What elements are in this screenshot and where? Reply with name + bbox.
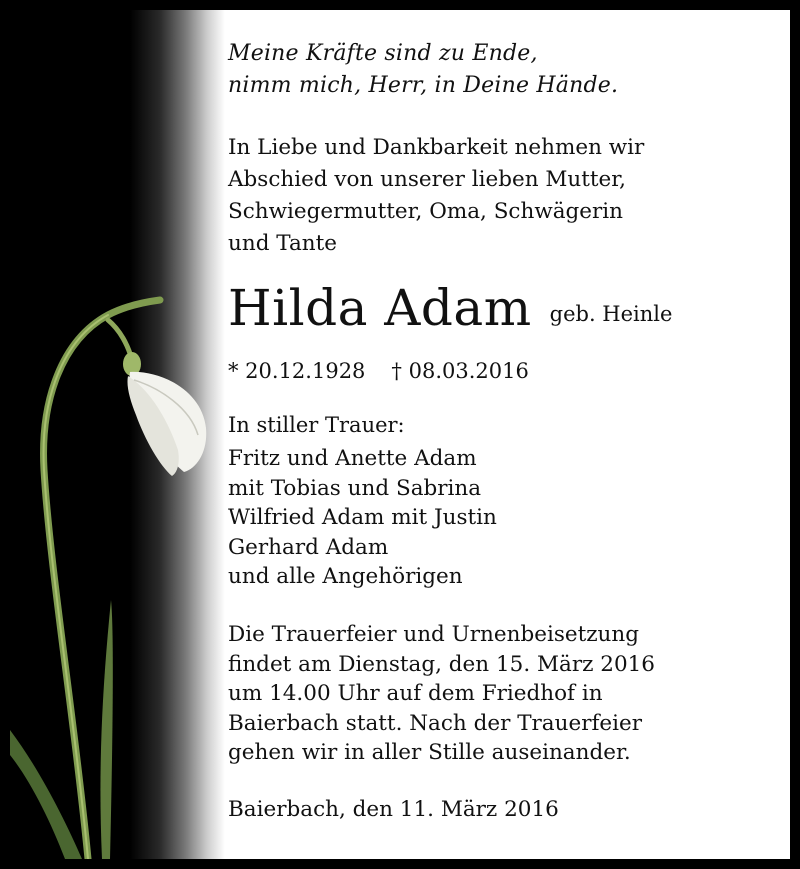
place-and-date: Baierbach, den 11. März 2016 <box>228 797 559 822</box>
mourner-line: und alle Angehörigen <box>228 564 463 589</box>
deceased-name: Hilda Adam <box>228 279 532 337</box>
verse-line: Meine Kräfte sind zu Ende, <box>228 41 538 66</box>
ceremony-details <box>228 620 655 768</box>
intro-text <box>228 132 644 260</box>
maiden-name: geb. Heinle <box>549 302 673 326</box>
mourner-line: Fritz und Anette Adam <box>228 446 477 471</box>
intro-line: In Liebe und Dankbarkeit nehmen wir <box>228 135 645 160</box>
ceremony-line: gehen wir in aller Stille auseinander. <box>228 740 631 765</box>
life-dates <box>228 355 529 387</box>
ceremony-line: um 14.00 Uhr auf dem Friedhof in <box>228 681 603 706</box>
death-date: † 08.03.2016 <box>391 359 529 383</box>
mourners-list <box>228 444 497 592</box>
ceremony-line: findet am Dienstag, den 15. März 2016 <box>228 651 655 677</box>
snowdrop-image <box>10 10 225 859</box>
mourning-heading: In stiller Trauer: <box>228 413 405 437</box>
ceremony-line: Die Trauerfeier und Urnenbeisetzung <box>228 622 639 647</box>
snowdrop-flower-icon <box>10 10 225 859</box>
intro-line: Schwiegermutter, Oma, Schwägerin <box>228 199 624 224</box>
verse <box>228 38 618 102</box>
deceased-name-row <box>228 278 672 338</box>
intro-line: und Tante <box>228 231 337 256</box>
ceremony-line: Baierbach statt. Nach der Trauerfeier <box>228 710 643 736</box>
mourner-line: mit Tobias und Sabrina <box>228 475 482 501</box>
verse-line: nimm mich, Herr, in Deine Hände. <box>228 73 619 98</box>
intro-line: Abschied von unserer lieben Mutter, <box>228 167 627 192</box>
obituary-notice <box>10 10 790 859</box>
mourner-line: Gerhard Adam <box>228 534 389 560</box>
mourner-line: Wilfried Adam mit Justin <box>228 505 497 530</box>
birth-date: * 20.12.1928 <box>228 359 366 383</box>
